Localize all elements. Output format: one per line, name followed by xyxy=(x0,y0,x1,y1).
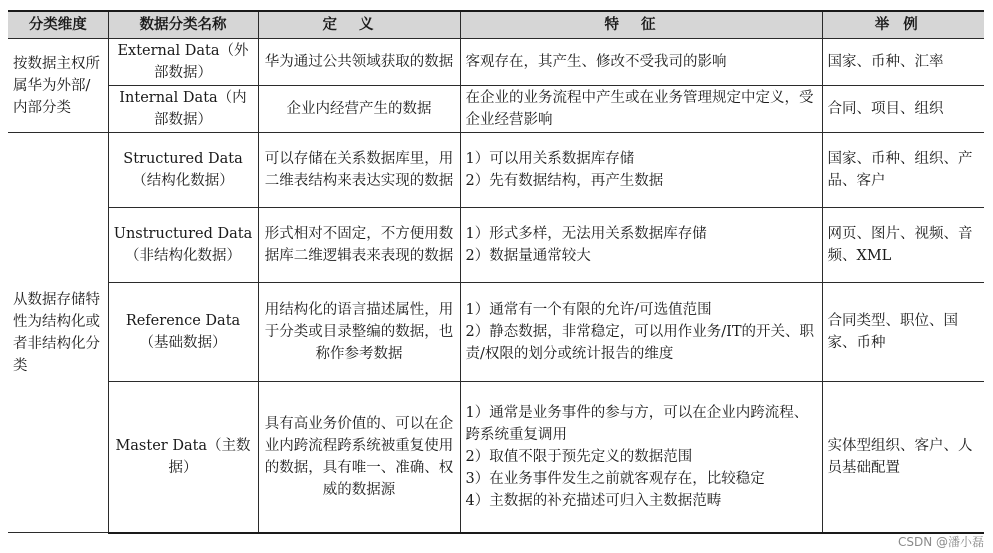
watermark: CSDN @潘小磊 xyxy=(897,535,984,549)
feature-line: 2）静态数据，非常稳定，可以用作业务/IT的开关、职责/权限的划分或统计报告的维度 xyxy=(465,324,815,362)
feature-line: 1）形式多样，无法用关系数据库存储 xyxy=(465,226,707,242)
category-features xyxy=(460,39,822,86)
category-definition: 可以存储在关系数据库里，用二维表结构来表达实现的数据 xyxy=(258,133,460,208)
feature-line: 4）主数据的补充描述可归入主数据范畴 xyxy=(465,492,722,509)
table-row xyxy=(8,133,984,208)
category-examples: 国家、币种、汇率 xyxy=(822,39,984,86)
header-examples: 举例 xyxy=(822,11,984,39)
feature-line: 3）在业务事件发生之前就客观存在，比较稳定 xyxy=(465,470,765,487)
category-definition: 形式相对不固定，不方便用数据库二维逻辑表来表现的数据 xyxy=(258,208,460,283)
header-dimension: 分类维度 xyxy=(8,11,108,39)
feature-line: 2）取值不限于预先定义的数据范围 xyxy=(465,448,693,465)
feature-line: 在企业的业务流程中产生或在业务管理规定中定义，受企业经营影响 xyxy=(465,90,814,128)
table-row xyxy=(8,208,984,283)
category-examples: 网页、图片、视频、音频、XML xyxy=(822,208,984,283)
data-classification-table xyxy=(8,10,984,534)
category-examples: 实体型组织、客户、人员基础配置 xyxy=(822,382,984,533)
feature-line: 1）可以用关系数据库存储 xyxy=(465,151,635,167)
category-features xyxy=(460,283,822,382)
feature-line: 1）通常是业务事件的参与方，可以在企业内跨流程、跨系统重复调用 xyxy=(465,404,809,443)
category-name: Master Data（主数据） xyxy=(108,382,258,533)
feature-line: 2）先有数据结构，再产生数据 xyxy=(465,173,664,189)
table-row xyxy=(8,39,984,86)
header-features: 特征 xyxy=(460,11,822,39)
group-ownership: 按数据主权所属华为外部/内部分类 xyxy=(8,39,108,133)
table-row xyxy=(8,283,984,382)
feature-line: 2）数据量通常较大 xyxy=(465,248,591,264)
header-row xyxy=(8,11,984,39)
category-name: Unstructured Data（非结构化数据） xyxy=(108,208,258,283)
category-definition: 华为通过公共领域获取的数据 xyxy=(258,39,460,86)
category-features xyxy=(460,382,822,533)
category-definition: 用结构化的语言描述属性，用于分类或目录整编的数据，也称作参考数据 xyxy=(258,283,460,382)
category-examples: 合同类型、职位、国家、币种 xyxy=(822,283,984,382)
category-definition: 企业内经营产生的数据 xyxy=(258,86,460,133)
category-name: External Data（外部数据） xyxy=(108,39,258,86)
group-structure: 从数据存储特性为结构化或者非结构化分类 xyxy=(8,133,108,533)
header-definition: 定义 xyxy=(258,11,460,39)
category-name: Internal Data（内部数据） xyxy=(108,86,258,133)
table-row xyxy=(8,382,984,533)
category-name: Structured Data（结构化数据） xyxy=(108,133,258,208)
category-features xyxy=(460,208,822,283)
feature-line: 客观存在，其产生、修改不受我司的影响 xyxy=(465,54,727,70)
category-definition: 具有高业务价值的、可以在企业内跨流程跨系统被重复使用的数据，具有唯一、准确、权威的数据源 xyxy=(258,382,460,533)
category-features xyxy=(460,86,822,133)
category-name: Reference Data（基础数据） xyxy=(108,283,258,382)
category-examples: 国家、币种、组织、产品、客户 xyxy=(822,133,984,208)
table-row xyxy=(8,86,984,133)
feature-line: 1）通常有一个有限的允许/可选值范围 xyxy=(465,302,712,318)
header-name: 数据分类名称 xyxy=(108,11,258,39)
category-examples: 合同、项目、组织 xyxy=(822,86,984,133)
category-features xyxy=(460,133,822,208)
